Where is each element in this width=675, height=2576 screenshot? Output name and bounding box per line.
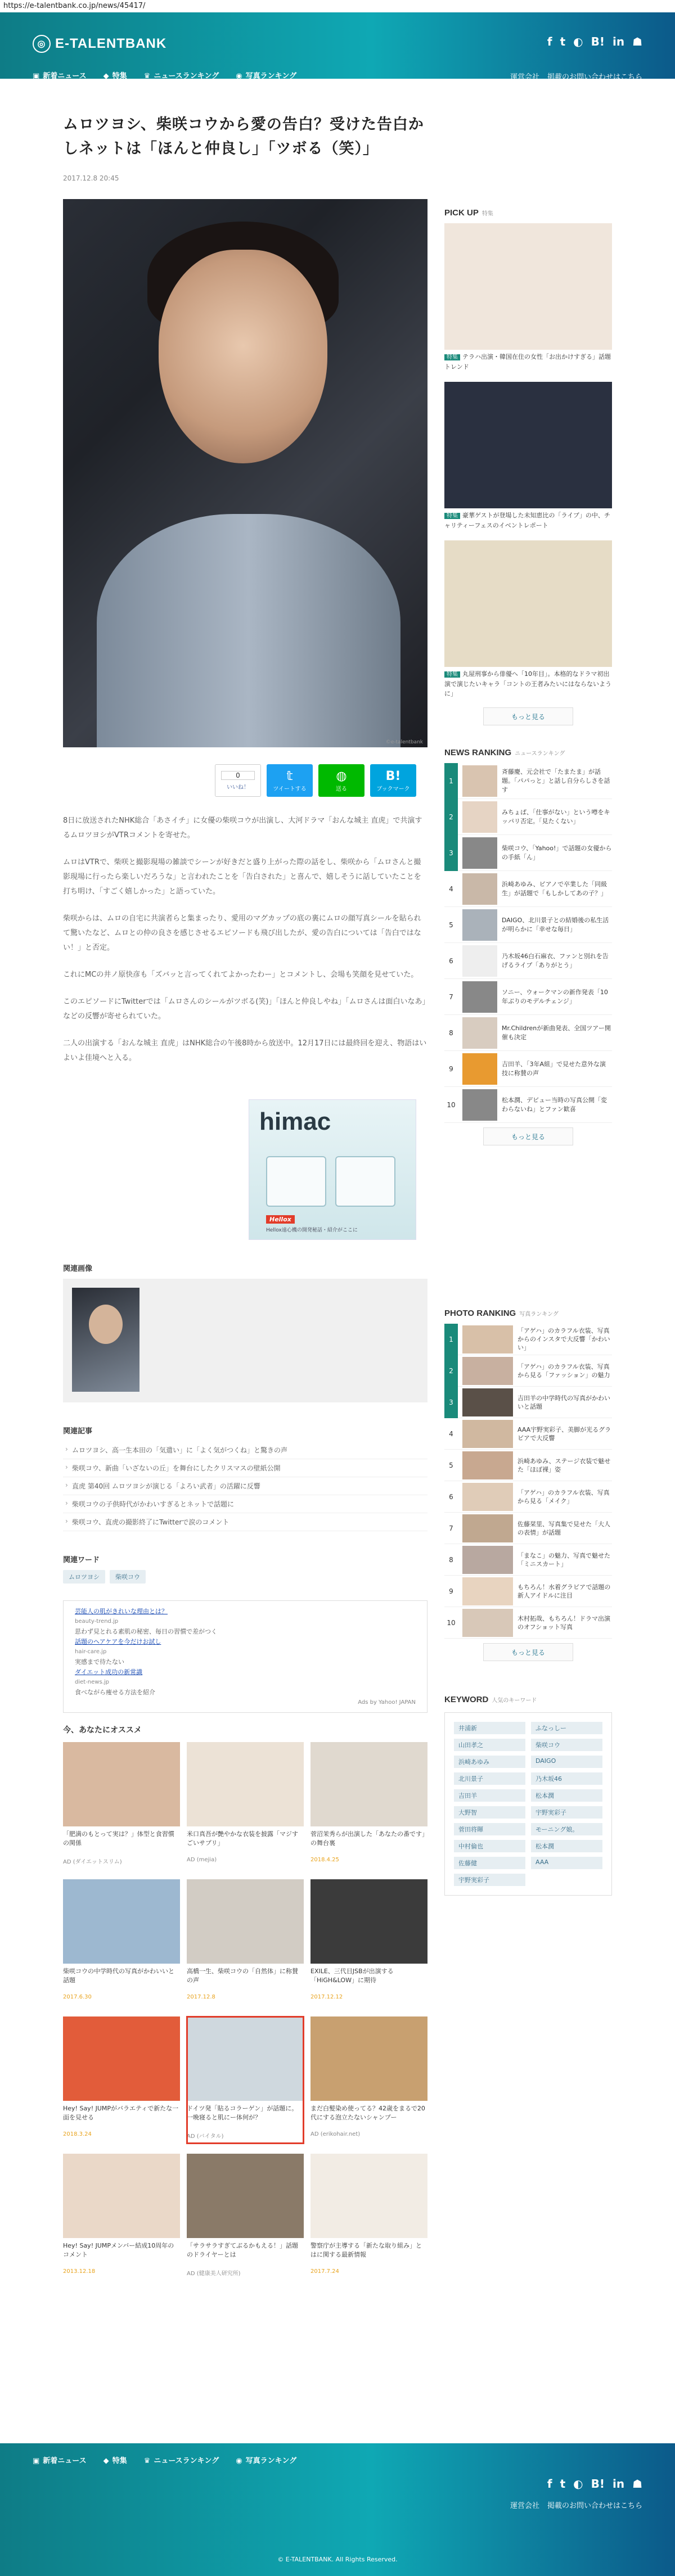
keyword-tag[interactable]: 井浦新: [454, 1722, 525, 1734]
line-icon: ◍: [336, 769, 347, 783]
rank-title: みちょぱ、「仕事がない」という噂をキッパリ否定。「見たくない」: [502, 808, 610, 825]
line-label: 送る: [336, 786, 347, 792]
recommend-thumb: [310, 1879, 428, 1964]
site-footer: [0, 2443, 675, 2576]
rank-thumb: [462, 1017, 497, 1049]
pickup-item[interactable]: [444, 382, 612, 535]
keyword-tag[interactable]: 大野智: [454, 1806, 525, 1819]
keyword-tag[interactable]: DAIGO: [531, 1756, 602, 1768]
hero-face: [159, 250, 327, 463]
news-ranking-item[interactable]: [444, 799, 612, 835]
rank-title: ソニー、ウォークマンの新作発表「10年ぶりのモデルチェンジ」: [502, 988, 608, 1005]
recommend-card[interactable]: [63, 2016, 180, 2144]
rank-number: 2: [444, 799, 458, 835]
pickup-thumb: [444, 540, 612, 667]
rank-title: 斉藤慶、元会社で「たまたま」が話題。「パパっと」と話し自分らしさを話す: [502, 768, 610, 793]
tag-icon: ◆: [103, 2457, 109, 2465]
image-credit: ©e-talentbank: [385, 739, 423, 745]
social-icon-2[interactable]: ◐: [573, 35, 583, 48]
pickup-item[interactable]: [444, 223, 612, 376]
recommend-meta: 2017.12.8: [187, 1994, 215, 2000]
rank-thumb: [462, 945, 497, 977]
news-icon: ▣: [33, 2457, 40, 2465]
rank-thumb: [462, 801, 497, 833]
recommend-title: 菅沼茉秀らが出演した「あなたの番です」の舞台裏: [310, 1830, 425, 1847]
ad-tag: Hellox: [266, 1215, 295, 1224]
rank-title: 松本潤、デビュー当時の写真公開「変わらないね」とファン歓喜: [502, 1096, 607, 1113]
news-ranking-item[interactable]: [444, 943, 612, 979]
rank-number: 9: [449, 1064, 453, 1073]
photo-title: もちろん！水着グラビアで話題の新人アイドルに注目: [518, 1583, 611, 1599]
news-ranking-item[interactable]: [444, 1015, 612, 1051]
pickup-thumb: [444, 223, 612, 350]
social-icon-5[interactable]: ☗: [632, 2477, 642, 2491]
recommend-meta: 2018.4.25: [310, 1857, 339, 1863]
camera-icon: ◉: [236, 2457, 242, 2465]
photo-title: 木村拓哉、もちろん！ドラマ出演のオフショット写真: [518, 1614, 610, 1631]
rank-thumb: [462, 1053, 497, 1085]
news-ranking-item[interactable]: [444, 871, 612, 907]
photo-thumb: [462, 1609, 513, 1637]
photo-title: 浜崎あゆみ、ステージ衣装で魅せた「ほぼ裸」姿: [518, 1457, 611, 1473]
recommend-meta: 2017.6.30: [63, 1994, 92, 2000]
social-links: [547, 35, 642, 48]
related-article-link[interactable]: › 柴咲コウの子供時代がかわいすぎるとネットで話題に: [63, 1495, 428, 1513]
article-paragraph: 柴咲からは、ムロの自宅に共演者らと集まったり、愛用のマグカップの底の裏にムロの顔写真シールを貼られて驚いたなど、ムロとの仲の良さを感じさせるエピソードも飛び出したが、愛の告白については「告白ではない！」と否定。: [63, 914, 421, 952]
pickup-text: テラハ出演・韓国在住の女性「お出かけすぎる」話題トレンド: [444, 353, 611, 371]
yahoo-ad-title[interactable]: ダイエット成功の新常識: [75, 1668, 143, 1676]
like-count: 0: [221, 771, 255, 780]
share-buttons: [215, 764, 428, 797]
keyword-tag[interactable]: モーニング娘。: [531, 1823, 602, 1835]
yahoo-ad-text: 実感まで待たない: [75, 1658, 124, 1666]
yahoo-ad-title[interactable]: 芸能人の肌がきれいな理由とは？: [75, 1608, 168, 1615]
news-ranking-sub: ニュースランキング: [515, 751, 565, 757]
keyword-sub: 人気のキーワード: [492, 1698, 537, 1704]
recommend-card[interactable]: [187, 1742, 304, 1869]
news-ranking-item[interactable]: [444, 1051, 612, 1087]
header-link[interactable]: 掲載のお問い合わせはこちら: [547, 73, 642, 82]
photo-ranking-list: [444, 1324, 612, 1639]
keyword-tag[interactable]: 菅田将暉: [454, 1823, 525, 1835]
yahoo-ad-source: beauty-trend.jp: [75, 1618, 119, 1625]
recommend-meta: 2018.3.24: [63, 2131, 92, 2137]
yahoo-ad-note: Ads by Yahoo! JAPAN: [358, 1699, 416, 1706]
keyword-tag[interactable]: 柴咲コウ: [531, 1739, 602, 1751]
pickup-title: PICK UP: [444, 208, 479, 218]
keyword-tag[interactable]: ふなっしー: [531, 1722, 602, 1734]
yahoo-ad-source: hair-care.jp: [75, 1649, 107, 1655]
photo-ranking-heading: [444, 1309, 612, 1318]
photo-ranking-item[interactable]: [444, 1324, 612, 1355]
photo-ranking-title: PHOTO RANKING: [444, 1309, 516, 1318]
recommend-card[interactable]: [187, 2016, 304, 2144]
nav-label: ニュースランキング: [154, 72, 219, 80]
rank-number: 6: [449, 957, 453, 965]
news-ranking-item[interactable]: [444, 763, 612, 799]
nav-label: 写真ランキング: [245, 72, 297, 80]
photo-ranking-item[interactable]: [444, 1355, 612, 1387]
recommend-meta: AD (erikohair.net): [310, 2131, 361, 2137]
news-ranking-list: [444, 763, 612, 1123]
social-icon-1[interactable]: t: [560, 2477, 566, 2491]
pickup-badge: 特集: [444, 671, 460, 678]
keyword-heading: [444, 1695, 612, 1704]
pickup-badge: 特集: [444, 354, 460, 360]
photo-thumb: [462, 1357, 513, 1385]
keyword-tag[interactable]: 宇野実彩子: [454, 1874, 525, 1886]
photo-ranking-item[interactable]: [444, 1387, 612, 1418]
pickup-heading: [444, 208, 612, 218]
recommend-thumb: [310, 2154, 428, 2238]
photo-thumb: [462, 1420, 513, 1448]
rank-number: 4: [449, 1429, 453, 1438]
pickup-list: [444, 223, 612, 703]
related-words-heading: 関連ワード: [63, 1556, 100, 1564]
recommend-card[interactable]: [310, 2154, 428, 2281]
recommend-title: 「肥満のもとって実は？」体型と食習慣の関係: [63, 1830, 174, 1847]
rank-number: 1: [444, 763, 458, 799]
photo-ranking-item[interactable]: [444, 1418, 612, 1450]
photo-title: 吉田羊の中学時代の写真がかわいいと話題: [518, 1394, 610, 1410]
news-ranking-item[interactable]: [444, 907, 612, 943]
article-paragraph: これにMCの井ノ原快彦も「ズバッと言ってくれてよかったわー」とコメントし、会場も笑顔を見せていた。: [63, 971, 418, 979]
rank-thumb: [462, 981, 497, 1013]
related-article-link[interactable]: › ムロツヨシ、高一生本田の「気遣い」に「よく気がつくね」と驚きの声: [63, 1441, 428, 1459]
recommend-title: Hey! Say! JUMPメンバー結成10周年のコメント: [63, 2242, 174, 2258]
pickup-item[interactable]: [444, 540, 612, 703]
news-icon: ▣: [33, 72, 40, 80]
nav-label: 写真ランキング: [245, 2457, 297, 2465]
rank-thumb: [462, 873, 497, 905]
ranking-icon: ♛: [143, 72, 151, 80]
tweet-label: ツイートする: [273, 786, 307, 792]
recommend-thumb: [187, 1879, 304, 1964]
recommend-grid: [63, 1742, 428, 2281]
recommend-meta: AD (ダイエットスリム): [63, 1859, 122, 1865]
facebook-like-button[interactable]: [215, 764, 261, 797]
copyright: © E-TALENTBANK. All Rights Reserved.: [277, 2556, 398, 2563]
like-label: いいね！: [227, 784, 249, 791]
article-date: 2017.12.8 20:45: [63, 174, 119, 182]
recommend-thumb: [187, 2016, 304, 2101]
recommend-card[interactable]: [187, 1879, 304, 2006]
related-image-panel: [63, 1279, 428, 1402]
ad-brand: himac: [259, 1108, 331, 1135]
rank-number: 10: [447, 1100, 456, 1109]
photo-title: AAA宇野実彩子、美脚が光るグラビアで大反響: [518, 1425, 611, 1442]
camera-icon: ◉: [236, 72, 242, 80]
rank-thumb: [462, 909, 497, 941]
recommend-card[interactable]: [310, 1879, 428, 2006]
social-icon-4[interactable]: in: [612, 35, 625, 48]
rank-thumb: [462, 837, 497, 869]
pickup-text: 丸屋刑事から俳優へ「10年目」。本格的なドラマ初出演で演じたいキャラ「コントの王者みたいにはならないように」: [444, 670, 611, 697]
photo-title: 佐藤栞里、写真集で見せた「大人の表情」が話題: [518, 1520, 610, 1536]
recommend-title: 「サラサラすぎてぶるかもえる！」話題のドライヤーとは: [187, 2242, 298, 2258]
rank-number: 3: [444, 835, 458, 871]
related-article-link[interactable]: › 柴咲コウ、新曲「いざないの丘」を舞台にしたクリスマスの壁紙公開: [63, 1459, 428, 1477]
rank-thumb: [462, 765, 497, 797]
social-icon-5[interactable]: ☗: [632, 35, 642, 48]
keyword-tag[interactable]: AAA: [531, 1857, 602, 1869]
keyword-tag[interactable]: 北川景子: [454, 1772, 525, 1785]
recommend-meta: 2017.12.12: [310, 1994, 343, 2000]
related-article-link[interactable]: › 直虎 第40回 ムロツヨシが演じる「よろい武者」の活躍に反響: [63, 1477, 428, 1495]
recommend-title: Hey! Say! JUMPがバラエティで新たな一面を見せる: [63, 2105, 179, 2121]
nav-label: ニュースランキング: [154, 2457, 219, 2465]
ad-product-image: [266, 1156, 395, 1207]
related-article-link[interactable]: › 柴咲コウ、直虎の撮影終了にTwitterで涙のコメント: [63, 1513, 428, 1531]
recommend-thumb: [63, 2016, 180, 2101]
related-word-tag[interactable]: ムロツヨシ: [63, 1570, 105, 1584]
logo-text: E-TALENTBANK: [55, 36, 167, 51]
header-link[interactable]: 運営会社: [510, 73, 539, 82]
recommend-title: まだ白髪染め使ってる？42歳をまるで20代にする泡立たないシャンプー: [310, 2105, 425, 2121]
recommend-title: 米口真吾が艶やかな衣装を披露「マジすごいサプリ」: [187, 1830, 298, 1847]
recommend-thumb: [63, 2154, 180, 2238]
rank-number: 4: [449, 885, 453, 893]
article-title: ムロツヨシ、柴咲コウから愛の告白？受けた告白かしネットは「ほんと仲良し」「ツボる（笑）」: [63, 116, 424, 157]
pickup-badge: 特集: [444, 513, 460, 519]
recommend-meta: AD (健康美人研究所): [187, 2271, 241, 2277]
keyword-tag[interactable]: 山田孝之: [454, 1739, 525, 1751]
photo-thumb: [462, 1483, 513, 1511]
pickup-text: 豪華ゲストが登場した未知恵比の「ライブ」の中、チャリティーフェスのイベントレポート: [444, 512, 610, 529]
rank-title: 吉田羊、「3年A組」で見せた意外な演技に称賛の声: [502, 1060, 606, 1077]
recommend-title: 高橋一生、柴咲コウの「自然体」に称賛の声: [187, 1968, 298, 1984]
keyword-tag[interactable]: 吉田羊: [454, 1789, 525, 1802]
recommend-thumb: [187, 1742, 304, 1826]
header-link[interactable]: 掲載のお問い合わせはこちら: [547, 2502, 642, 2510]
hero-shirt: [97, 514, 400, 747]
yahoo-ad-source: diet-news.jp: [75, 1679, 109, 1685]
rank-thumb: [462, 1089, 497, 1121]
rank-number: 6: [449, 1492, 453, 1501]
yahoo-ads: [63, 1600, 428, 1713]
recommend-title: EXILE、三代目JSBが出演する「HiGH&LOW」に期待: [310, 1968, 394, 1984]
social-icon-3[interactable]: B!: [591, 2477, 605, 2491]
recommend-card[interactable]: [310, 2016, 428, 2144]
nav-item-3[interactable]: [236, 2455, 296, 2465]
rank-number: 8: [449, 1028, 453, 1037]
photo-thumb: [462, 1577, 513, 1605]
hatena-label: ブックマーク: [376, 786, 410, 792]
photo-ranking-more-button[interactable]: もっと見る: [483, 1643, 573, 1661]
article-body: [63, 814, 428, 1066]
photo-ranking-sub: 写真ランキング: [519, 1311, 559, 1318]
site-logo[interactable]: [33, 35, 166, 53]
logo-mark-icon: ◎: [33, 35, 51, 53]
keyword-tag[interactable]: 宇野実彩子: [531, 1806, 602, 1819]
yahoo-ad-text: 思わず見とれる素肌の秘密、毎日の習慣で差がつく: [75, 1628, 217, 1635]
pickup-more-button[interactable]: もっと見る: [483, 707, 573, 725]
rank-number: 10: [447, 1618, 456, 1627]
pickup-title: [444, 350, 612, 376]
photo-title: 「アゲハ」のカラフル衣装、写真からのインスタで大反響「かわいい」: [518, 1327, 610, 1351]
nav-label: 新着ニュース: [43, 72, 87, 80]
rank-number: 7: [449, 1524, 453, 1532]
news-ranking-item[interactable]: [444, 835, 612, 871]
rank-number: 1: [444, 1324, 458, 1355]
ad-product-2: [335, 1156, 395, 1207]
photo-ranking-item[interactable]: [444, 1450, 612, 1481]
rank-title: DAIGO、北川景子との結婚後の私生活が明らかに「幸せな毎日」: [502, 916, 609, 933]
recommend-title: ドイツ発「貼るコラーゲン」が話題に。一晩寝ると肌にー体何が？: [187, 2105, 298, 2121]
rank-title: 柴咲コウ、「Yahoo!」で話題の女優からの手紙「ん」: [502, 844, 612, 861]
news-ranking-title: NEWS RANKING: [444, 748, 512, 757]
hatena-button[interactable]: [370, 764, 416, 797]
recommend-thumb: [63, 1879, 180, 1964]
pickup-title: [444, 667, 612, 703]
social-icon-4[interactable]: in: [612, 2477, 625, 2491]
footer-social-links: [547, 2477, 642, 2491]
nav-label: 特集: [112, 2457, 127, 2465]
photo-title: 「まなこ」の魅力、写真で魅せた「ミニスカート」: [518, 1551, 610, 1568]
recommend-card[interactable]: [63, 1879, 180, 2006]
keyword-title: KEYWORD: [444, 1695, 489, 1704]
yahoo-ad-title[interactable]: 話題のヘアケアを今だけお試し: [75, 1638, 161, 1645]
recommend-title: 柴咲コウの中学時代の写真がかわいいと話題: [63, 1968, 174, 1984]
related-articles-list: [63, 1441, 428, 1531]
photo-thumb: [462, 1325, 513, 1354]
rank-number: 8: [449, 1555, 453, 1564]
footer-nav: [33, 2455, 296, 2465]
keyword-tag[interactable]: 松本潤: [531, 1840, 602, 1852]
pickup-sub: 特集: [482, 211, 493, 217]
photo-ranking-item[interactable]: [444, 1513, 612, 1544]
article-column: [63, 79, 428, 2281]
article-hero-image: [63, 199, 428, 747]
recommend-thumb: [63, 1742, 180, 1826]
photo-ranking-item[interactable]: [444, 1481, 612, 1513]
recommend-card[interactable]: [63, 1742, 180, 1869]
rank-number: 9: [449, 1587, 453, 1595]
rank-number: 5: [449, 1461, 453, 1469]
article-paragraph: 二人の出演する「おんな城主 直虎」はNHK総合の午後8時から放送中。12月17日には最終回を迎え、物語はいよいよ佳境へと入る。: [63, 1039, 427, 1062]
ranking-icon: ♛: [143, 2457, 151, 2465]
keyword-tag[interactable]: 松本潤: [531, 1789, 602, 1802]
hatena-icon: B!: [385, 769, 401, 783]
news-ranking-more-button[interactable]: もっと見る: [483, 1127, 573, 1145]
recommend-thumb: [310, 2016, 428, 2101]
news-ranking-item[interactable]: [444, 1087, 612, 1123]
recommend-card[interactable]: [187, 2154, 304, 2281]
line-button[interactable]: [318, 764, 364, 797]
keyword-tag[interactable]: 乃木坂46: [531, 1772, 602, 1785]
related-image-thumb[interactable]: [72, 1288, 140, 1392]
nav-item-2[interactable]: [144, 2455, 219, 2465]
article-paragraph: 8日に放送されたNHK総合「あさイチ」に女優の柴咲コウが出演し、大河ドラマ「おんな城主 直虎」で共演するムロツヨシがVTRコメントを寄せた。: [63, 816, 422, 840]
rank-number: 2: [444, 1355, 458, 1387]
recommend-card[interactable]: [63, 2154, 180, 2281]
related-articles-heading: 関連記事: [63, 1427, 93, 1436]
sidebar: [444, 79, 612, 1896]
recommend-meta: 2017.7.24: [310, 2268, 339, 2275]
site-header: [0, 12, 675, 82]
tweet-button[interactable]: [267, 764, 313, 797]
ad-subtext: Hellox遠心機の開発秘話・紹介がここに: [266, 1228, 358, 1233]
nav-label: 新着ニュース: [43, 2457, 87, 2465]
related-words: [63, 1570, 428, 1584]
rank-title: Mr.Childrenが新曲発表、全国ツアー開催も決定: [502, 1024, 611, 1041]
photo-ranking-item[interactable]: [444, 1576, 612, 1607]
news-ranking-heading: [444, 748, 612, 757]
header-link[interactable]: 運営会社: [510, 2502, 539, 2510]
pickup-thumb: [444, 382, 612, 508]
pickup-title: [444, 508, 612, 535]
photo-title: 「アゲハ」のカラフル衣装、写真から見る「ファッション」の魅力: [518, 1363, 610, 1379]
news-ranking-item[interactable]: [444, 979, 612, 1015]
photo-thumb: [462, 1546, 513, 1574]
social-icon-0[interactable]: f: [547, 2477, 552, 2491]
photo-thumb: [462, 1388, 513, 1416]
recommend-meta: 2013.12.18: [63, 2268, 96, 2275]
footer-links: [510, 2500, 642, 2510]
keyword-tag[interactable]: 中村倫也: [454, 1840, 525, 1852]
rank-title: 乃木坂46白石麻衣、ファンと別れを告げるライブ「ありがとう」: [502, 952, 609, 969]
recommend-card[interactable]: [310, 1742, 428, 1869]
rank-title: 浜崎あゆみ、ピアノで卒業した「同級生」が話題で「もしかしてあの子？」: [502, 880, 608, 897]
keyword-tag[interactable]: 佐藤健: [454, 1857, 525, 1869]
rank-number: 3: [444, 1387, 458, 1418]
tag-icon: ◆: [103, 72, 109, 80]
recommend-heading: 今、あなたにオススメ: [63, 1726, 142, 1735]
photo-title: 「アゲハ」のカラフル衣装、写真から見る「メイク」: [518, 1488, 610, 1505]
twitter-icon: 𝕥: [286, 769, 293, 783]
photo-ranking-item[interactable]: [444, 1607, 612, 1639]
keyword-tag[interactable]: 浜崎あゆみ: [454, 1756, 525, 1768]
photo-thumb: [462, 1451, 513, 1479]
display-ad[interactable]: [249, 1099, 416, 1240]
recommend-meta: AD (バイタル): [187, 2133, 224, 2140]
social-icon-2[interactable]: ◐: [573, 2477, 583, 2491]
social-icon-1[interactable]: t: [560, 35, 566, 48]
recommend-thumb: [187, 2154, 304, 2238]
rank-number: 7: [449, 992, 453, 1001]
ad-product-1: [266, 1156, 326, 1207]
nav-item-1[interactable]: [104, 2455, 127, 2465]
yahoo-ad-text: 食べながら痩せる方法を紹介: [75, 1689, 155, 1696]
article-paragraph: ムロはVTRで、柴咲と撮影現場の雑談でシーンが好きだと盛り上がった際の話をし、柴咲から「ムロさんと撮影現場に行ったら楽しいだろうな」と言われたことを「告白された」と喜んで、嬉しそうに話していたことを打ち明け、「すごく嬉しかった」と語っていた。: [63, 858, 421, 896]
social-icon-3[interactable]: B!: [591, 35, 605, 48]
related-image-heading: 関連画像: [63, 1265, 93, 1273]
rank-number: 5: [449, 921, 453, 929]
related-word-tag[interactable]: 柴咲コウ: [110, 1570, 146, 1584]
social-icon-0[interactable]: f: [547, 35, 552, 48]
recommend-meta: AD (mejia): [187, 1857, 217, 1863]
article-paragraph: このエピソードにTwitterでは「ムロさんのシールがツボる(笑)」「ほんと仲良しやね」「ムロさんは面白いなあ」などの反響が寄せられていた。: [63, 998, 426, 1021]
nav-item-0[interactable]: [33, 2455, 87, 2465]
nav-label: 特集: [112, 72, 127, 80]
recommend-title: 警察庁が主導する「新たな取り組み」とはに関する最新情報: [310, 2242, 422, 2258]
photo-thumb: [462, 1514, 513, 1542]
keyword-list: [444, 1712, 612, 1896]
recommend-thumb: [310, 1742, 428, 1826]
photo-ranking-item[interactable]: [444, 1544, 612, 1576]
url-bar[interactable]: https://e-talentbank.co.jp/news/45417/: [0, 0, 675, 12]
